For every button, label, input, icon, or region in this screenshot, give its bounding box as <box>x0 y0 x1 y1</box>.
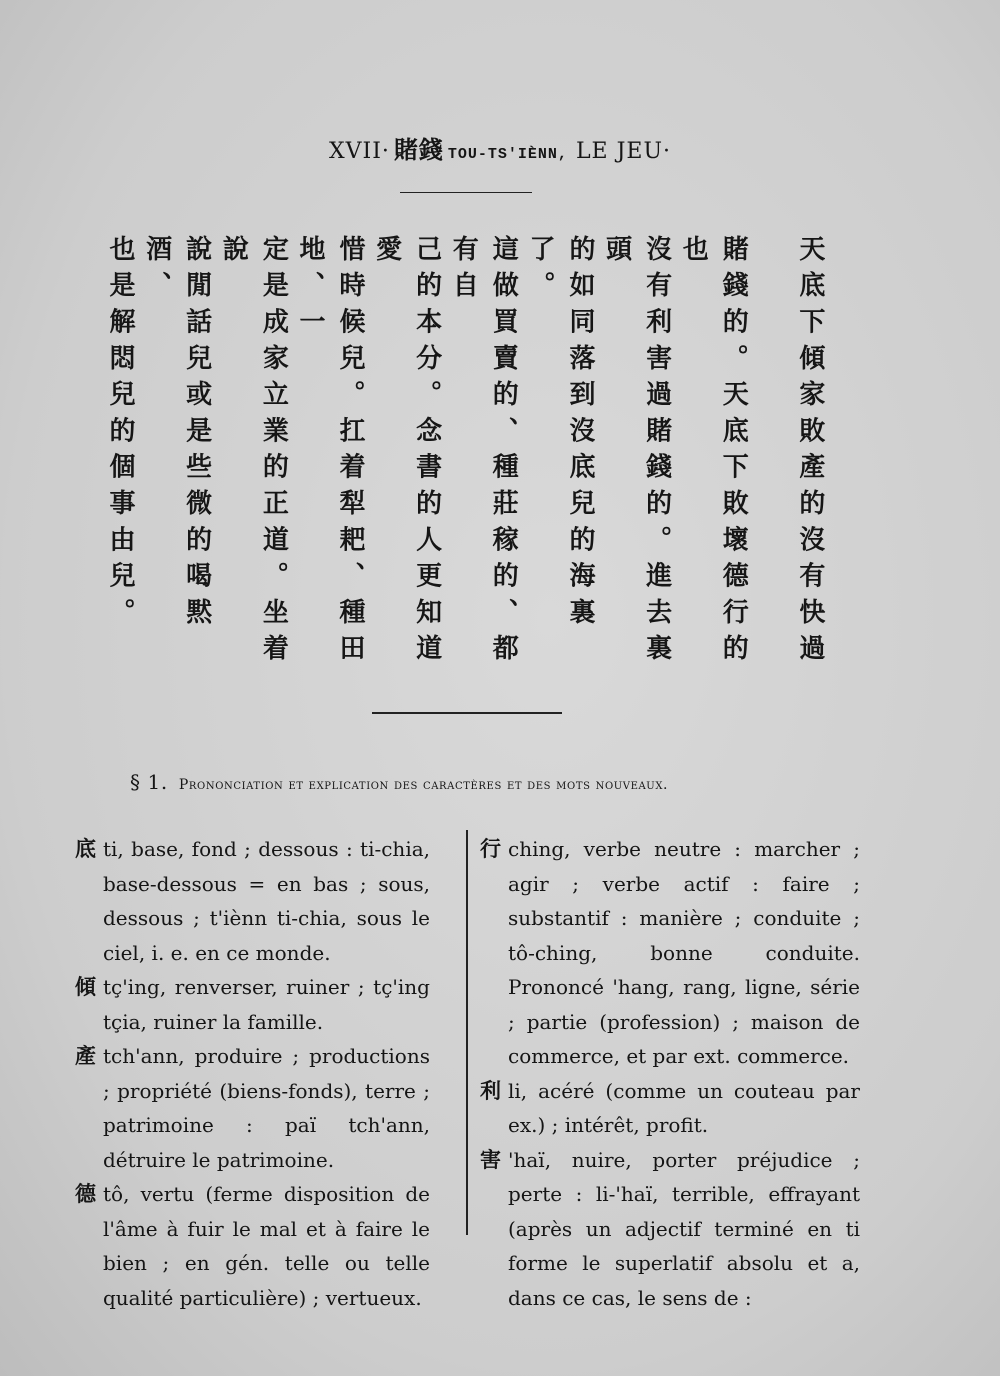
title-rule <box>400 192 532 193</box>
section-number: § 1. <box>130 770 168 794</box>
glossary-definition: ti, base, fond ; dessous : ti-chia, base-dessous = en bas ; sous, dessous ; t'iènn ti-chia, sous le ciel, i. e. en ce monde. <box>103 837 430 965</box>
text-column: 惜時候兒。扛着犁耙、種田地、一 <box>294 235 365 671</box>
glossary-entry <box>75 1039 430 1177</box>
section-heading-text: Prononciation et explication des caractères et des mots nouveaux. <box>178 777 669 793</box>
glossary-definition: tç'ing, renverser, ruiner ; tç'ing tçia, ruiner la famille. <box>103 975 430 1034</box>
glossary-entry <box>75 1177 430 1315</box>
glossary-definition: ching, verbe neutre : marcher ; agir ; verbe actif : faire ; substantif : manière ; conduite ; tô-ching, bonne conduite. Prononcé 'hang, rang, ligne, série ; partie (profession) ; maison de commerce, et par ext. commerce. <box>508 837 860 1068</box>
lesson-title-romanization: TOU-TS'IÈNN, <box>447 146 568 163</box>
glossary-character: 利 <box>480 1078 501 1103</box>
glossary-entry <box>480 832 860 1074</box>
glossary-character: 傾 <box>75 975 96 999</box>
text-column: 賭錢的。天底下敗壞德行的也 <box>678 235 749 671</box>
section-heading <box>130 770 890 794</box>
lesson-title <box>0 130 1000 165</box>
text-column: 也是解悶兒的個事由兒。 <box>105 235 135 635</box>
text-column: 說閒話兒或是些微的喝黙酒、 <box>141 235 212 635</box>
glossary-entry <box>75 832 430 970</box>
text-column: 己的本分。念書的人更知道愛 <box>371 235 442 671</box>
text-column: 這做買賣的、種莊稼的、都有自 <box>448 235 519 671</box>
text-end-rule <box>372 712 562 714</box>
text-column: 天底下傾家敗產的沒有快過 <box>794 235 825 671</box>
chinese-text-columns <box>100 235 830 685</box>
glossary-character: 害 <box>480 1147 501 1172</box>
glossary-entry <box>75 970 430 1039</box>
lesson-title-french: LE JEU· <box>575 139 672 164</box>
lesson-title-chinese: 賭錢 <box>393 135 444 164</box>
glossary-definition: tô, vertu (ferme disposition de l'âme à fuir le mal et à faire le bien ; en gén. telle ou telle qualité particulière) ; vertueux. <box>103 1182 430 1310</box>
running-head <box>100 70 900 110</box>
text-column: 沒有利害過賭錢的。進去裏頭 <box>601 235 672 671</box>
glossary-entry <box>480 1074 860 1143</box>
text-column: 定是成家立業的正道。坐着說 <box>218 235 289 671</box>
glossary-definition: 'haï, nuire, porter préjudice ; perte : li-'haï, terrible, effrayant (après un adjectif terminé en ti forme le superlatif absolu et a, dans ce cas, le sens de : <box>508 1147 860 1310</box>
glossary-definition: li, acéré (comme un couteau par ex.) ; intérêt, profit. <box>508 1078 860 1137</box>
text-column: 的如同落到沒底兒的海裏了。 <box>524 235 595 635</box>
lesson-number: XVII· <box>328 139 390 164</box>
glossary-right-column <box>480 832 860 1315</box>
glossary-definition: tch'ann, produire ; productions ; propriété (biens-fonds), terre ; patrimoine : paï tch'ann, détruire le patrimoine. <box>103 1044 430 1172</box>
glossary-character: 德 <box>75 1182 96 1206</box>
glossary-left-column <box>75 832 430 1315</box>
column-divider <box>466 830 468 1235</box>
glossary-character: 產 <box>75 1044 96 1068</box>
glossary-character: 底 <box>75 837 96 861</box>
glossary-character: 行 <box>480 837 501 861</box>
glossary-entry <box>480 1143 860 1316</box>
